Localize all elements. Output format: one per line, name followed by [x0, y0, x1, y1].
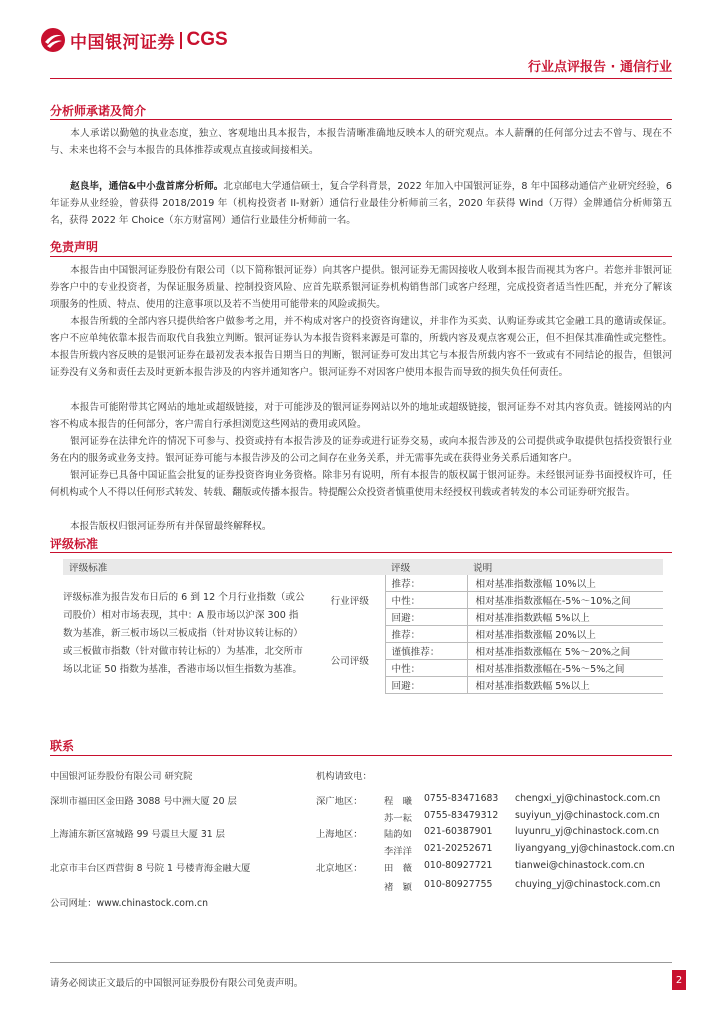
rating-explanation: 相对基准指数涨幅在 5%～20%之间	[467, 643, 663, 660]
disclaimer-section-rule	[50, 256, 672, 257]
contact-email[interactable]: suyiyun_yj@chinastock.com.cn	[515, 810, 660, 821]
disclaimer-paragraph: 本报告所载的全部内容只提供给客户做参考之用，并不构成对客户的投资咨询建议，并非作为买卖、认购证券或其它金融工具的邀请或保证。客户不应单纯依靠本报告而取代自我独立判断。银河证券认为本报告资料来源是可靠的，所载内容及观点客观公正，但不担保其准确性或完整性。本报告所载内容反映的是银河证券在最初发表本报告日期当日的判断，银河证券可发出其它与本报告所载内容不一致或有不同结论的报告，但银河证券没有义务和责任去及时更新本报告涉及的内容并通知客户。银河证券不对因客户使用本报告而导致的损失负任何责任。	[50, 316, 672, 378]
page-number: 2	[672, 970, 686, 990]
col-header-desc: 说明	[467, 559, 663, 575]
header-divider	[50, 78, 672, 79]
rating-description: 评级标准为报告发布日后的 6 到 12 个月行业指数（或公司股价）相对市场表现，其中：A 股市场以沪深 300 指数为基准，新三板市场以三板成指（针对协议转让标的）或三板做市指数（针对做市转让标的）为基准，北交所市场以北证 50 指数为基准，香港市场以恒生指数为基准。	[63, 592, 305, 676]
industry-rating-label: 行业评级	[330, 596, 369, 608]
contact-phone: 010-80927721	[424, 860, 493, 871]
contact-section-rule	[50, 755, 672, 756]
disclaimer-paragraph: 银河证券在法律允许的情况下可参与、投资或持有本报告涉及的证券或进行证券交易，或向本报告涉及的公司提供或争取提供包括投资银行业务在内的服务或业务支持。银河证券可能与本报告涉及的公司之间存在业务关系，并无需事先或在获得业务关系后通知客户。	[50, 436, 672, 464]
contact-phone: 0755-83479312	[424, 810, 499, 821]
rating-explanation: 相对基准指数涨幅在-5%～10%之间	[467, 592, 663, 609]
logo-text-en: CGS	[186, 29, 228, 50]
contact-phone: 0755-83471683	[424, 793, 499, 804]
contact-email[interactable]: tianwei@chinastock.com.cn	[515, 860, 645, 871]
contact-phone: 021-60387901	[424, 826, 493, 837]
rating-explanation: 相对基准指数涨幅在-5%～5%之间	[467, 660, 663, 677]
company-website[interactable]: 公司网址：www.chinastock.com.cn	[50, 898, 209, 909]
research-institute-name: 中国银河证券股份有限公司 研究院	[50, 771, 193, 782]
office-address: 上海浦东新区富城路 99 号震旦大厦 31 层	[50, 829, 225, 840]
analyst-name: 赵良毕，通信&中小盘首席分析师。	[70, 181, 224, 192]
office-address: 深圳市福田区金田路 3088 号中洲大厦 20 层	[50, 796, 237, 807]
disclaimer-section-title: 免责声明	[50, 240, 99, 254]
logo-text-cn: 中国银河证券	[70, 32, 175, 53]
contact-name: 褚 颖	[384, 882, 412, 893]
rating-level: 回避：	[385, 609, 467, 626]
contact-phone: 021-20252671	[424, 843, 493, 854]
contact-name: 田 薇	[384, 863, 412, 874]
rating-section-title: 评级标准	[50, 537, 99, 551]
company-rating-label: 公司评级	[330, 655, 369, 667]
analyst-commitment-paragraph: 本人承诺以勤勉的执业态度，独立、客观地出具本报告，本报告清晰准确地反映本人的研究观点。本人薪酬的任何部分过去不曾与、现在不与、未来也将不会与本报告的具体推荐或观点直接或间接相关。	[50, 128, 672, 156]
contact-email[interactable]: chuying_yj@chinastock.com.cn	[515, 879, 661, 890]
logo-divider	[180, 32, 182, 49]
table-row	[63, 575, 663, 592]
contact-name: 程 曦	[384, 796, 412, 807]
disclaimer-paragraph: 本报告可能附带其它网站的地址或超级链接，对于可能涉及的银河证券网站以外的地址或超级链接，银河证券不对其内容负责。链接网站的内容不构成本报告的任何部分，客户需自行承担浏览这些网站的费用或风险。	[50, 402, 672, 430]
rating-section-rule	[50, 552, 672, 553]
report-type-label: 行业点评报告 · 通信行业	[528, 60, 672, 75]
footer-divider	[50, 962, 672, 963]
rating-level: 推荐：	[385, 575, 467, 592]
contact-name: 李洋洋	[384, 846, 412, 857]
rating-level: 中性：	[385, 660, 467, 677]
contact-name: 陆韵如	[384, 829, 412, 840]
disclaimer-paragraph: 本报告由中国银河证券股份有限公司（以下简称银河证券）向其客户提供。银河证券无需因接收人收到本报告而视其为客户。若您并非银河证券客户中的专业投资者，为保证服务质量、控制投资风险、应首先联系银河证券机构销售部门或客户经理，完成投资者适当性匹配，并充分了解该项服务的性质、特点、使用的注意事项以及若不当使用可能带来的风险或损失。	[50, 265, 672, 310]
rating-level: 中性：	[385, 592, 467, 609]
rating-standard-table	[63, 559, 663, 694]
office-address: 北京市丰台区西营街 8 号院 1 号楼青海金融大厦	[50, 863, 251, 874]
galaxy-logo-icon	[40, 27, 66, 53]
contact-region: 北京地区：	[316, 863, 363, 874]
contact-region: 深广地区：	[316, 796, 363, 807]
col-header-level: 评级	[385, 559, 467, 575]
table-header-row	[63, 559, 663, 575]
rating-level: 推荐：	[385, 626, 467, 643]
col-header-standard: 评级标准	[63, 559, 315, 575]
footer-disclaimer-note: 请务必阅读正文最后的中国银河证券股份有限公司免责声明。	[50, 978, 304, 989]
rating-explanation: 相对基准指数跌幅 5%以上	[467, 609, 663, 626]
contact-email[interactable]: luyunru_yj@chinastock.com.cn	[515, 826, 660, 837]
analyst-section-rule	[50, 119, 672, 120]
rating-level: 回避：	[385, 677, 467, 694]
contact-section-title: 联系	[50, 739, 75, 753]
contact-email[interactable]: chengxi_yj@chinastock.com.cn	[515, 793, 661, 804]
analyst-bio-paragraph: 赵良毕，通信&中小盘首席分析师。北京邮电大学通信硕士，复合学科背景，2022 年加入中国银河证券，8 年中国移动通信产业研究经验，6 年证券从业经验，曾获得 2018/2019 年（机构投资者 II-财新）通信行业最佳分析师前三名，2020 年获得 Wind（万得）金牌通信分析师第五名，获得 2022 年 Choice（东方财富网）通信行业最佳分析师前一名。	[50, 181, 672, 226]
rating-level: 谨慎推荐：	[385, 643, 467, 660]
institution-contact-header: 机构请致电：	[316, 771, 372, 782]
company-logo	[40, 26, 228, 54]
disclaimer-paragraph: 银河证券已具备中国证监会批复的证券投资咨询业务资格。除非另有说明，所有本报告的版权属于银河证券。未经银河证券书面授权许可，任何机构或个人不得以任何形式转发、转载、翻版或传播本报告。特提醒公众投资者慎重使用未经授权刊载或者转发的本公司证券研究报告。	[50, 470, 672, 498]
rating-explanation: 相对基准指数涨幅 20%以上	[467, 626, 663, 643]
contact-email[interactable]: liyangyang_yj@chinastock.com.cn	[515, 843, 675, 854]
disclaimer-paragraph: 本报告版权归银河证券所有并保留最终解释权。	[70, 521, 272, 532]
contact-phone: 010-80927755	[424, 879, 493, 890]
contact-name: 苏一耘	[384, 813, 412, 824]
analyst-section-title: 分析师承诺及简介	[50, 104, 147, 118]
contact-region: 上海地区：	[316, 829, 363, 840]
rating-explanation: 相对基准指数涨幅 10%以上	[467, 575, 663, 592]
rating-explanation: 相对基准指数跌幅 5%以上	[467, 677, 663, 694]
